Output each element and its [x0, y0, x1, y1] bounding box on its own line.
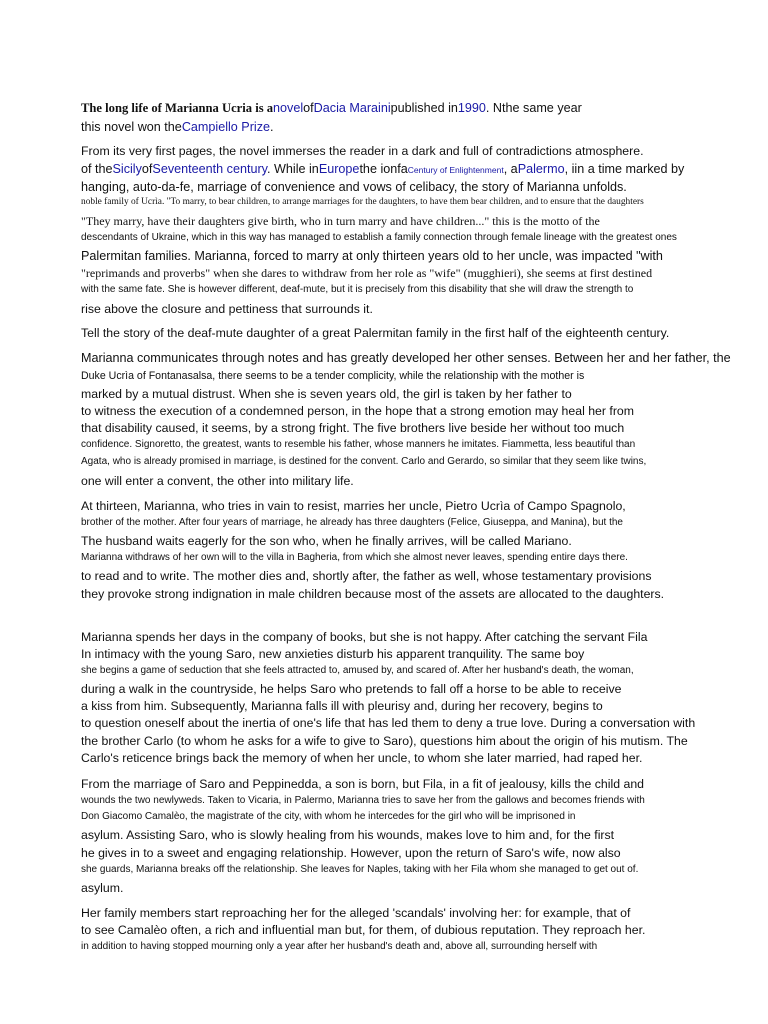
p5-line-2: In intimacy with the young Saro, new anxieties disturb his apparent tranquility. The same boy: [81, 647, 585, 661]
intro-line-2: this novel won theCampiello Prize.: [81, 120, 274, 134]
p6-line-7: asylum.: [81, 881, 124, 895]
link-novel[interactable]: novel: [273, 101, 304, 115]
link-century-of-enlightenment[interactable]: Century of Enlightenment: [407, 165, 504, 175]
p3-line-6: confidence. Signoretto, the greatest, wants to resemble his father, whose manners he imitates. Fiammetta, less beautiful than: [81, 439, 636, 450]
p1-line-8: "reprimands and proverbs" when she dares to withdraw from her role as "wife" (mugghieri), she seems at first destined: [81, 266, 653, 280]
p5-line-6: to question oneself about the inertia of one's life that has led them to deny a true love. During a conversation with: [81, 716, 696, 730]
p1-line-3: hanging, auto-da-fe, marriage of convenience and vows of celibacy, the story of Marianna unfolds.: [81, 180, 627, 194]
p6-line-6: she guards, Marianna breaks off the relationship. She leaves for Naples, taking with her Fila whom she managed to get out of.: [81, 864, 639, 875]
p3-line-3: marked by a mutual distrust. When she is seven years old, the girl is taken by her father to: [81, 387, 572, 401]
p3-line-5: that disability caused, it seems, by a strong fright. The five brothers live beside her without too much: [81, 421, 625, 435]
p5-line-4: during a walk in the countryside, he helps Saro who pretends to fall off a horse to be able to receive: [81, 682, 622, 696]
p7-line-1: Her family members start reproaching her for the alleged 'scandals' involving her: for example, that of: [81, 906, 631, 920]
p7-line-2: to see Camalèo often, a rich and influential man but, for them, of dubious reputation. They reproach her.: [81, 923, 646, 937]
p4-line-2: brother of the mother. After four years of marriage, he already has three daughters (Felice, Giuseppa, and Manina), but the: [81, 517, 623, 528]
p4-line-4: Marianna withdraws of her own will to the villa in Bagheria, from which she almost never leaves, spending entire days there.: [81, 552, 628, 563]
p1-line-2: of theSicilyofSeventeenth century. While inEuropethe ionfaCentury of Enlightenment, aPalermo, iin a time marked by: [81, 162, 685, 176]
link-campiello-prize[interactable]: Campiello Prize: [181, 120, 270, 134]
p5-line-8: Carlo's reticence brings back the memory of when her uncle, to whom she later married, had raped her.: [81, 751, 643, 765]
p4-line-1: At thirteen, Marianna, who tries in vain to resist, marries her uncle, Pietro Ucrìa of Campo Spagnolo,: [81, 499, 626, 513]
p7-line-3: in addition to having stopped mourning only a year after her husband's death and, above all, surrounding herself with: [81, 941, 598, 952]
p6-line-3: Don Giacomo Camalèo, the magistrate of the city, with whom he intercedes for the girl who will be imprisoned in: [81, 811, 576, 822]
p6-line-2: wounds the two newlyweds. Taken to Vicaria, in Palermo, Marianna tries to save her from the gallows and becomes friends with: [81, 795, 645, 806]
p6-line-5: he gives in to a sweet and engaging relationship. However, upon the return of Saro's wife, now also: [81, 846, 621, 860]
p1-line-6: descendants of Ukraine, which in this way has managed to establish a family connection through female lineage with the greatest ones: [81, 232, 677, 243]
link-palermo[interactable]: Palermo: [517, 162, 565, 176]
p3-line-2: Duke Ucrìa of Fontanasalsa, there seems to be a tender complicity, while the relationship with the mother is: [81, 370, 585, 382]
p5-line-1: Marianna spends her days in the company of books, but she is not happy. After catching the servant Fila: [81, 630, 648, 644]
link-seventeenth-century[interactable]: Seventeenth century: [152, 162, 268, 176]
p2-line-1: Tell the story of the deaf-mute daughter of a great Palermitan family in the first half of the eighteenth century.: [81, 326, 670, 340]
p4-line-5: to read and to write. The mother dies and, shortly after, the father as well, whose testamentary provisions: [81, 569, 652, 583]
p5-line-7: the brother Carlo (to whom he asks for a wife to give to Saro), questions him about the origin of his mutism. The: [81, 734, 688, 748]
intro-line-1: The long life of Marianna Ucria is anovelofDacia Marainipublished in1990. Nthe same year: [81, 101, 582, 115]
p5-line-3: she begins a game of seduction that she feels attracted to, amused by, and scared of. After her husband's death, the woman,: [81, 665, 634, 676]
p4-line-3: The husband waits eagerly for the son who, when he finally arrives, will be called Mariano.: [81, 534, 572, 548]
link-dacia-maraini[interactable]: Dacia Maraini: [313, 101, 391, 115]
p1-line-10: rise above the closure and pettiness that surrounds it.: [81, 302, 373, 316]
link-1990[interactable]: 1990: [457, 101, 486, 115]
p6-line-1: From the marriage of Saro and Peppinedda, a son is born, but Fila, in a fit of jealousy, kills the child and: [81, 777, 645, 791]
p1-line-4: noble family of Ucrìa. "To marry, to bear children, to arrange marriages for the daughters, to have them bear children, and to ensure that the daughters: [81, 197, 644, 207]
p1-line-5: "They marry, have their daughters give birth, who in turn marry and have children..." this is the motto of the: [81, 214, 600, 228]
p1-line-1: From its very first pages, the novel immerses the reader in a dark and full of contradictions atmosphere.: [81, 144, 644, 158]
p6-line-4: asylum. Assisting Saro, who is slowly healing from his wounds, makes love to him and, for the first: [81, 828, 615, 842]
p4-line-6: they provoke strong indignation in male children because most of the assets are allocated to the daughters.: [81, 587, 665, 601]
link-europe[interactable]: Europe: [318, 162, 360, 176]
p3-line-4: to witness the execution of a condemned person, in the hope that a strong emotion may heal her from: [81, 404, 635, 418]
intro-title: The long life of Marianna Ucria is a: [81, 101, 274, 115]
p3-line-8: one will enter a convent, the other into military life.: [81, 474, 354, 488]
link-sicily[interactable]: Sicily: [112, 162, 142, 176]
p1-line-7: Palermitan families. Marianna, forced to marry at only thirteen years old to her uncle, was impacted "with: [81, 249, 663, 263]
p3-line-7: Agata, who is already promised in marriage, is destined for the convent. Carlo and Gerardo, so similar that they seem like twins,: [81, 456, 647, 467]
p1-line-9: with the same fate. She is however different, deaf-mute, but it is precisely from this disability that she will draw the strength to: [81, 284, 634, 295]
p5-line-5: a kiss from him. Subsequently, Marianna falls ill with pleurisy and, during her recovery, begins to: [81, 699, 603, 713]
p3-line-1: Marianna communicates through notes and has greatly developed her other senses. Between her and her father, the: [81, 351, 731, 365]
